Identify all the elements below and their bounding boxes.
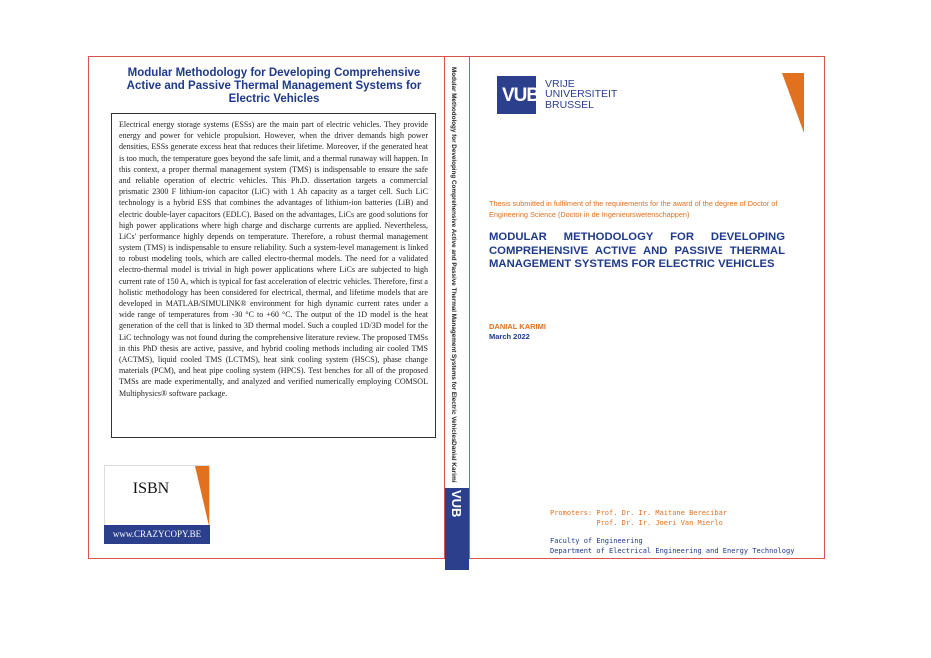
university-name: VRIJE UNIVERSITEIT BRUSSEL xyxy=(545,78,618,111)
vub-logo-letters: VUB xyxy=(502,85,540,106)
promoters: Promoters: Prof. Dr. Ir. Maitane Berecibar Prof. Dr. Ir. Joeri Van Mierlo xyxy=(550,509,728,527)
spine-logo xyxy=(445,488,469,570)
spine-left-edge xyxy=(444,56,445,559)
isbn-label: ISBN xyxy=(132,480,170,497)
thesis-statement: Thesis submitted in fulfilment of the requirements for the award of the degree of Doctor of Engineering Science (Doctor in de Ingenieurswetenschappen) xyxy=(489,199,778,219)
spine-title-text: Modular Methodology for Developing Comprehensive Active and Passive Thermal Management Systems for Electric Vehicles xyxy=(450,67,457,442)
faculty-department: Faculty of Engineering Department of Electrical Engineering and Energy Technology xyxy=(550,537,795,555)
spine-author-text: Danial Karimi xyxy=(450,441,457,483)
back-cover-title: Modular Methodology for Developing Comprehensive Active and Passive Thermal Management Systems for Electric Vehicles xyxy=(126,67,422,105)
publication-date: March 2022 xyxy=(489,332,530,341)
orange-triangle-icon xyxy=(782,73,804,133)
abstract-box xyxy=(111,113,436,438)
spine-right-edge xyxy=(469,56,470,559)
author-name: DANIAL KARIMI xyxy=(489,322,546,331)
isbn-box xyxy=(104,465,210,544)
isbn-orange-triangle-icon xyxy=(195,466,209,526)
abstract-text: Electrical energy storage systems (ESSs) are the main part of electric vehicles. They provide energy and power for vehicle propulsion. However, when the driver demands high power densities, ESSs generate excess heat that reduces their lifetime. Moreover, if the generated heat is too much, the temperature goes beyond the safe limit, and a thermal runaway will happen. In this context, a proper thermal management system (TMS) is indispensable to ensure the safe and reliable operation of electric vehicles. This Ph.D. dissertation targets a commercial prismatic 2300 F lithium-ion capacitor (LiC) with 1 Ah capacity as a target cell. Such LiC technology is a hybrid ESS that combines the advantages of lithium-ion batteries (LiB) and electric double-layer capacitors (EDLC). Based on the advantages, LiCs are good solutions for high power applications where high charge and discharge currents are applied. Nevertheless, LiCs' performance highly depends on temperature. Therefore, a robust thermal management system (TMS) is indispensable to ensure reliability. Such a system-level management is linked to robust modeling tools, which are called electro-thermal models. The need for a validated electro-thermal model is trivial in high power applications where LiCs are subjected to high current rate of 150 A, which is typical for fast acceleration of electric vehicles. Therefore, first a holistic methodology has been considered for electrical, thermal, and lifetime models that are developed in MATLAB/SIMULINK® environment for high dynamic current rates under a wide range of temperatures from -30 °C to +60 °C. The output of the 1D model is the heat generation of the cell that is linked to 3D thermal model. Such a coupled 1D/3D model for the LiC technology was not found during the comprehensive literature review. The proposed TMSs in this PhD thesis are active, passive, and hybrid cooling methods including air cooled TMS (ACTMS), liquid cooled TMS (LCTMS), heat sink cooling system (HSCS), phase change materials (PCM), and heat pipe cooling system (HPCS). Test benches for all of the proposed TMSs are made experimentally, and analyzed and verified numerically employing COMSOL Multiphysics® software package. xyxy=(119,120,428,398)
isbn-footer: www.CRAZYCOPY.BE xyxy=(104,525,210,544)
spine-logo-text: VUB xyxy=(449,490,464,518)
front-cover-title: MODULAR METHODOLOGY FOR DEVELOPING COMPREHENSIVE ACTIVE AND PASSIVE THERMAL MANAGEMENT SYSTEMS FOR ELECTRIC VEHICLES xyxy=(489,231,785,270)
